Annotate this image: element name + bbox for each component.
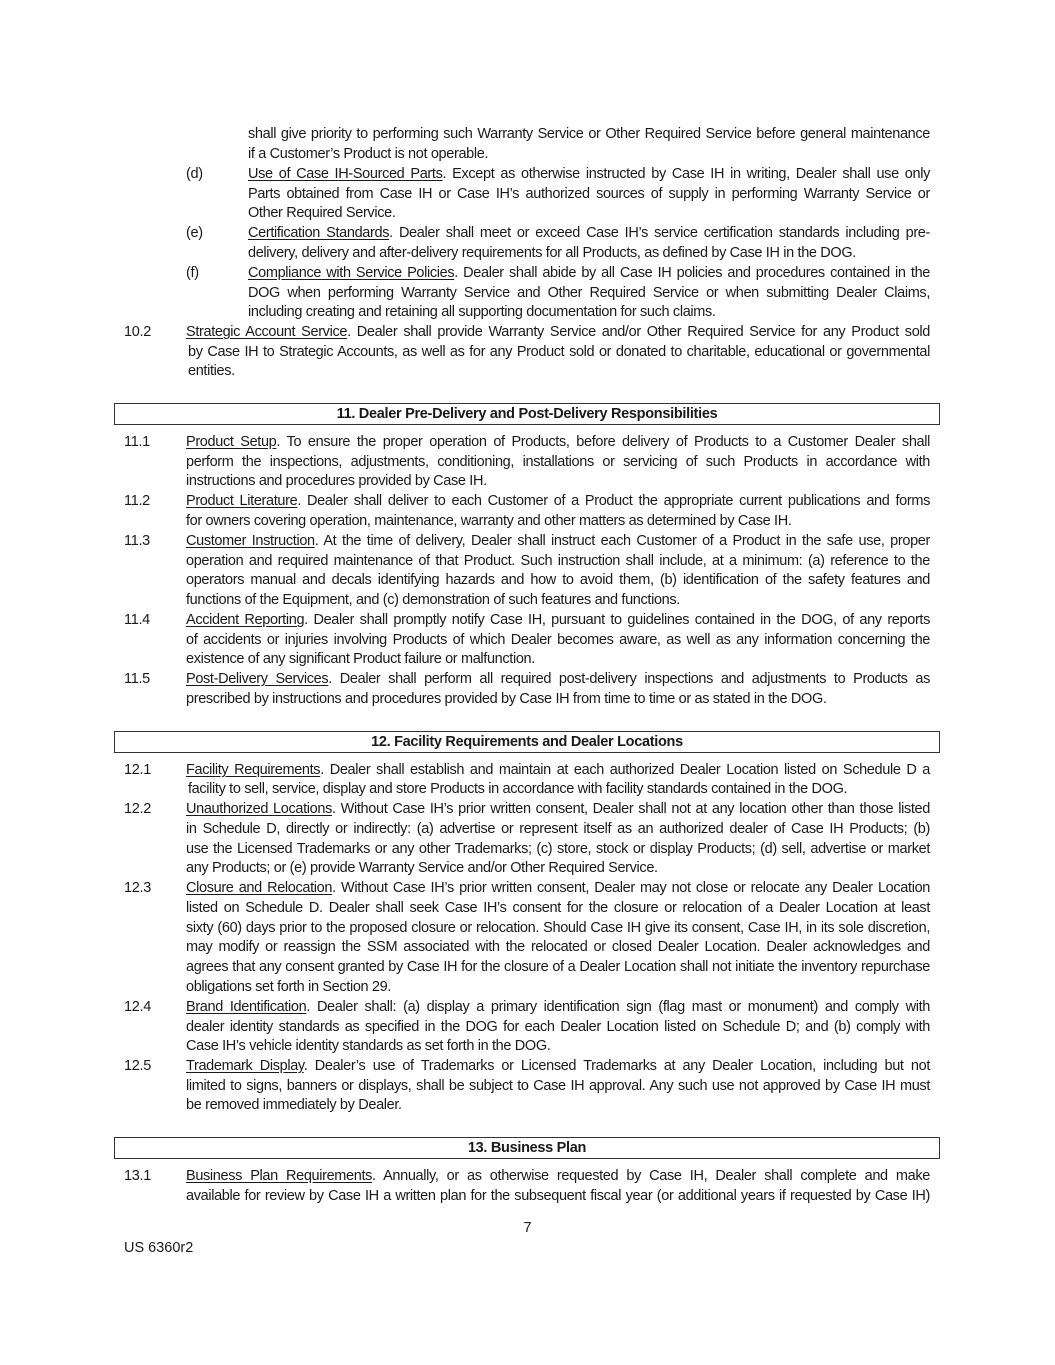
section-line: agrees that any consent granted by Case IH for the closure of a Dealer Location shall not initiate the inventory repurchase <box>186 959 930 975</box>
section-12-1 <box>186 761 930 781</box>
section-12-heading: 12. Facility Requirements and Dealer Locations <box>114 731 940 753</box>
section-12-4 <box>186 998 930 1018</box>
section-line: operation and required maintenance of that Product. Such instruction shall include, at a minimum: (a) reference to the <box>186 553 930 569</box>
section-11-5 <box>186 670 930 690</box>
section-12-2 <box>186 800 930 820</box>
section-text: . At the time of delivery, Dealer shall instruct each Customer of a Product in the safe use, proper <box>314 533 930 549</box>
clause-line: Other Required Service. <box>248 205 396 221</box>
section-number: 11.2 <box>124 493 150 509</box>
clause-line: Parts obtained from Case IH or Case IH’s authorized sources of supply in performing Warranty Service or <box>248 186 930 202</box>
section-11-heading: 11. Dealer Pre-Delivery and Post-Delivery Responsibilities <box>114 403 940 425</box>
clause-label: (f) <box>186 265 199 281</box>
section-line: of accidents or injuries involving Products of which Dealer becomes aware, as well as any information concerning the <box>186 632 930 648</box>
clause-f <box>248 264 930 284</box>
section-text: . Dealer shall deliver to each Customer of a Product the appropriate current publications and forms <box>297 493 930 509</box>
section-title: Unauthorized Locations <box>186 801 332 817</box>
clause-label: (e) <box>186 225 203 241</box>
section-13-1 <box>186 1167 930 1187</box>
section-text: . Dealer shall perform all required post-delivery inspections and adjustments to Products as <box>328 671 930 687</box>
section-line: perform the inspections, adjustments, conditioning, installations or servicing of such Products in accordance with <box>186 454 930 470</box>
section-line: facility to sell, service, display and store Products in accordance with facility standards contained in the DOG. <box>188 781 848 797</box>
sec10-intro-line: shall give priority to performing such Warranty Service or Other Required Service before general maintenance <box>248 126 930 142</box>
section-number: 12.4 <box>124 999 152 1015</box>
section-line: Case IH’s vehicle identity standards as set forth in the DOG. <box>186 1038 551 1054</box>
clause-text: . Dealer shall abide by all Case IH policies and procedures contained in the <box>454 265 930 281</box>
section-title: Product Setup <box>186 434 277 450</box>
section-title: Strategic Account Service <box>186 324 348 340</box>
section-line: any Products; or (e) provide Warranty Service and/or Other Required Service. <box>186 860 658 876</box>
section-12-3 <box>186 879 930 899</box>
section-line: prescribed by instructions and procedures provided by Case IH from time to time or as stated in the DOG. <box>186 691 827 707</box>
section-line: for owners covering operation, maintenance, warranty and other matters as determined by Case IH. <box>186 513 792 529</box>
section-number: 12.2 <box>124 801 152 817</box>
section-number: 11.4 <box>124 612 150 628</box>
clause-text: . Dealer shall meet or exceed Case IH’s service certification standards including pre- <box>389 225 930 241</box>
section-line: by Case IH to Strategic Accounts, as well as for any Product sold or donated to charitable, educational or governmental <box>188 344 930 360</box>
section-number: 11.5 <box>124 671 150 687</box>
section-line: existence of any significant Product failure or malfunction. <box>186 651 535 667</box>
section-11-3 <box>186 532 930 552</box>
section-title: Business Plan Requirements <box>186 1168 373 1184</box>
section-number: 12.1 <box>124 762 152 778</box>
section-text: . Without Case IH’s prior written consent, Dealer may not close or relocate any Dealer Location <box>332 880 930 896</box>
section-11-1 <box>186 433 930 453</box>
section-title: Facility Requirements <box>186 762 321 778</box>
section-number: 10.2 <box>124 324 152 340</box>
section-line: instructions and procedures provided by Case IH. <box>186 473 487 489</box>
section-number: 12.3 <box>124 880 152 896</box>
clause-line: delivery, delivery and after-delivery requirements for all Products, as defined by Case IH in the DOG. <box>248 245 856 261</box>
section-line: operators manual and decals identifying hazards and how to avoid them, (b) identification of the safety features and <box>186 572 930 588</box>
section-12-5 <box>186 1057 930 1077</box>
section-line: use the Licensed Trademarks or any other Trademarks; (c) store, stock or display Products; (d) sell, advertise or market <box>186 841 930 857</box>
clause-title: Compliance with Service Policies <box>248 265 455 281</box>
clause-text: . Except as otherwise instructed by Case IH in writing, Dealer shall use only <box>442 166 930 182</box>
section-title: Trademark Display <box>186 1058 304 1074</box>
section-line: entities. <box>188 363 235 379</box>
section-text: . Without Case IH’s prior written consent, Dealer shall not at any location other than those listed <box>331 801 930 817</box>
section-line: sixty (60) days prior to the proposed closure or relocation. Should Case IH give its consent, Case IH, in its sole discretion, <box>186 920 930 936</box>
section-line: listed on Schedule D. Dealer shall seek Case IH’s consent for the closure or relocation of a Dealer Location at least <box>186 900 930 916</box>
section-title: Accident Reporting <box>186 612 305 628</box>
section-number: 11.3 <box>124 533 150 549</box>
section-text: . Dealer shall provide Warranty Service and/or Other Required Service for any Product sold <box>347 324 930 340</box>
section-line: may modify or reassign the SSM associated with the relocated or closed Dealer Location. Dealer acknowledges and <box>186 939 930 955</box>
section-line: available for review by Case IH a written plan for the subsequent fiscal year (or additional years if requested by Case IH) <box>186 1188 930 1204</box>
section-text: . Annually, or as otherwise requested by Case IH, Dealer shall complete and make <box>372 1168 930 1184</box>
section-text: . To ensure the proper operation of Products, before delivery of Products to a Customer Dealer shall <box>276 434 931 450</box>
section-text: . Dealer shall promptly notify Case IH, pursuant to guidelines contained in the DOG, of any reports <box>304 612 930 628</box>
section-text: . Dealer shall establish and maintain at each authorized Dealer Location listed on Schedule D a <box>320 762 931 778</box>
section-text: . Dealer’s use of Trademarks or Licensed Trademarks at any Dealer Location, including but not <box>303 1058 931 1074</box>
section-line: functions of the Equipment, and (c) demonstration of such features and functions. <box>186 592 680 608</box>
section-title: Product Literature <box>186 493 298 509</box>
page-number: 7 <box>523 1220 532 1236</box>
section-text: . Dealer shall: (a) display a primary identification sign (flag mast or monument) and comply with <box>306 999 930 1015</box>
section-11-2 <box>186 492 930 512</box>
section-number: 13.1 <box>124 1168 152 1184</box>
section-line: obligations set forth in Section 29. <box>186 979 392 995</box>
section-title: Customer Instruction <box>186 533 315 549</box>
section-title: Brand Identification <box>186 999 307 1015</box>
section-number: 11.1 <box>124 434 150 450</box>
section-line: in Schedule D, directly or indirectly: (a) advertise or represent itself as an authorized dealer of Case IH Products; (b) <box>186 821 930 837</box>
clause-label: (d) <box>186 166 203 182</box>
section-11-4 <box>186 611 930 631</box>
clause-e <box>248 224 930 244</box>
section-line: limited to signs, banners or displays, shall be subject to Case IH approval. Any such use not approved by Case IH must <box>186 1078 930 1094</box>
clause-line: DOG when performing Warranty Service and Other Required Service or when submitting Dealer Claims, <box>248 285 930 301</box>
clause-title: Use of Case IH-Sourced Parts <box>248 166 443 182</box>
section-number: 12.5 <box>124 1058 152 1074</box>
document-id: US 6360r2 <box>124 1240 194 1256</box>
section-title: Closure and Relocation <box>186 880 333 896</box>
section-13-heading: 13. Business Plan <box>114 1137 940 1159</box>
sec10-intro-line: if a Customer’s Product is not operable. <box>248 146 489 162</box>
section-10-2 <box>186 323 930 343</box>
section-line: dealer identity standards as specified in the DOG for each Dealer Location listed on Schedule D; and (b) comply with <box>186 1019 930 1035</box>
clause-d <box>248 165 930 185</box>
clause-line: including creating and retaining all supporting documentation for such claims. <box>248 304 716 320</box>
clause-title: Certification Standards <box>248 225 390 241</box>
section-title: Post-Delivery Services <box>186 671 329 687</box>
section-line: be removed immediately by Dealer. <box>186 1097 402 1113</box>
